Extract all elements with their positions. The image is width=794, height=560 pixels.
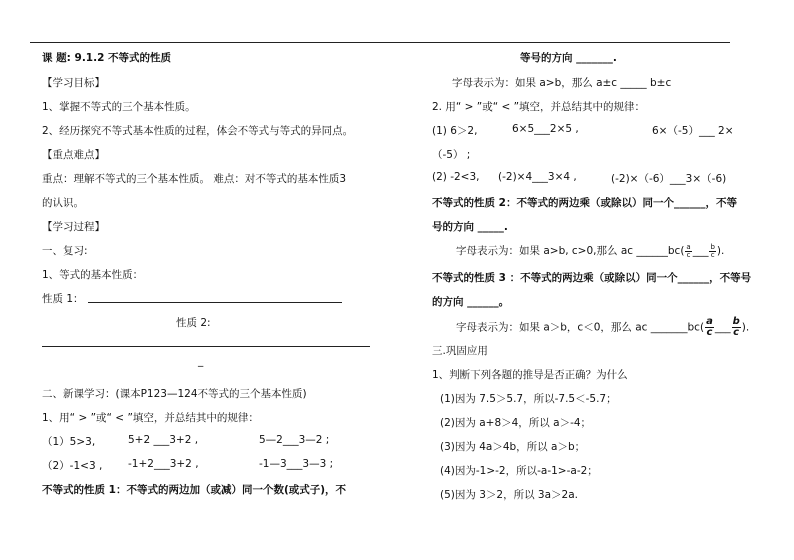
property-3-symbolic-text: 字母表示为：如果 a＞b，c＜0，那么 ac _______bc( (456, 321, 705, 334)
inequality-property-3-cont: 的方向 ______。 (432, 296, 510, 308)
section-objectives: 【学习目标】 (42, 77, 105, 89)
exercise-2-instruction: 2. 用“ > ”或“ < ”填空，并总结其中的规律： (432, 101, 646, 113)
exercise-2-row1-cont: （-5） ; (432, 149, 471, 161)
review-heading: 一、复习: (42, 245, 88, 257)
exercise-1-row1-c: 5—2___3—2 ; (259, 434, 330, 446)
application-question: 1、判断下列各题的推导是否正确？为什么 (432, 369, 628, 381)
fraction-b-over-c: $\frac{b}{c}$ (710, 242, 715, 259)
exercise-1-row1-b: 5+2 ___3+2 , (128, 434, 199, 446)
exercise-1-row2-c: -1—3___3—3 ; (259, 458, 334, 470)
exercise-2-row1-a: (1) 6＞2, (432, 125, 478, 137)
objective-2: 2、经历探究不等式基本性质的过程，体会不等式与等式的异同点。 (42, 125, 354, 137)
objective-1: 1、掌握不等式的三个基本性质。 (42, 101, 196, 113)
blank-mark: _ (198, 355, 204, 367)
property-2-label: 性质 2: (176, 317, 211, 329)
exercise-2-row1-b: 6×5___2×5 , (512, 123, 579, 135)
fraction-b-over-c-large: $\frac{b}{c}$ (732, 316, 740, 338)
inequality-property-2: 不等式的性质 2：不等式的两边乘（或除以）同一个______，不等 (432, 197, 737, 209)
property-2-symbolic-text: 字母表示为：如果 a>b, c>0,那么 ac ______bc( (456, 245, 685, 257)
exercise-2-row2-c: (-2)×（-6）___3×（-6) (611, 173, 727, 185)
property-1-symbolic: 字母表示为：如果 a>b，那么 a±c _____ b±c (452, 77, 672, 89)
application-item-1: (1)因为 7.5＞5.7，所以-7.5＜-5.7； (440, 393, 617, 405)
property-2-blank: ___ (692, 245, 709, 257)
lesson-title: 课 题: 9.1.2 不等式的性质 (42, 52, 172, 64)
property-2-blank (42, 346, 370, 347)
section-process: 【学习过程】 (42, 221, 105, 233)
inequality-property-3: 不等式的性质 3 ：不等式的两边乘（或除以）同一个______，不等号 (432, 272, 752, 284)
exercise-1-row1-a: （1）5>3, (42, 436, 96, 448)
property-3-blank: ___ (714, 321, 731, 334)
property-3-symbolic: 字母表示为：如果 a＞b，c＜0，那么 ac _______bc( $\frac{a}{c}$ ___ $\frac{b}{c}$ ). (456, 316, 750, 338)
exercise-2-row2-a: (2) -2<3, (432, 171, 480, 183)
inequality-property-1: 不等式的性质 1：不等式的两边加（或减）同一个数(或式子)，不 (42, 484, 347, 496)
property-1-label: 性质 1： (42, 293, 84, 305)
application-item-2: (2)因为 a+8＞4，所以 a＞-4； (440, 417, 592, 429)
header-rule (30, 42, 730, 43)
exercise-1-row2-a: （2）-1<3 , (42, 460, 103, 472)
review-item-1: 1、等式的基本性质： (42, 269, 144, 281)
application-item-3: (3)因为 4a＞4b，所以 a＞b； (440, 441, 586, 453)
fraction-a-over-c-large: $\frac{a}{c}$ (706, 316, 713, 338)
application-heading: 三.巩固应用 (432, 345, 488, 357)
new-lesson-heading: 二、新课学习：(课本P123—124不等式的三个基本性质) (42, 388, 307, 400)
exercise-1-row2-b: -1+2___3+2 , (128, 458, 199, 470)
fraction-a-over-c: $\frac{a}{c}$ (686, 242, 691, 259)
inequality-property-2-cont: 号的方向 _____. (432, 221, 508, 233)
keypoints-text-cont: 的认识。 (42, 197, 84, 209)
exercise-1-instruction: 1、用“ > ”或“ < ”填空，并总结其中的规律： (42, 412, 259, 424)
application-item-5: (5)因为 3＞2，所以 3a＞2a. (440, 489, 578, 501)
property-1-blank (88, 302, 342, 303)
application-item-4: (4)因为-1>-2，所以-a-1>-a-2； (440, 465, 598, 477)
keypoints-text: 重点：理解不等式的三个基本性质。 难点：对不等式的基本性质3 (42, 173, 347, 185)
exercise-2-row2-b: (-2)×4___3×4 , (498, 171, 577, 183)
property-1-continuation: 等号的方向 _______. (520, 52, 617, 64)
property-2-symbolic: 字母表示为：如果 a>b, c>0,那么 ac ______bc( $\frac{a}{c}$ ___ $\frac{b}{c}$ ). (456, 242, 725, 259)
section-keypoints: 【重点难点】 (42, 149, 105, 161)
exercise-2-row1-c: 6×（-5）___ 2× (652, 125, 734, 137)
